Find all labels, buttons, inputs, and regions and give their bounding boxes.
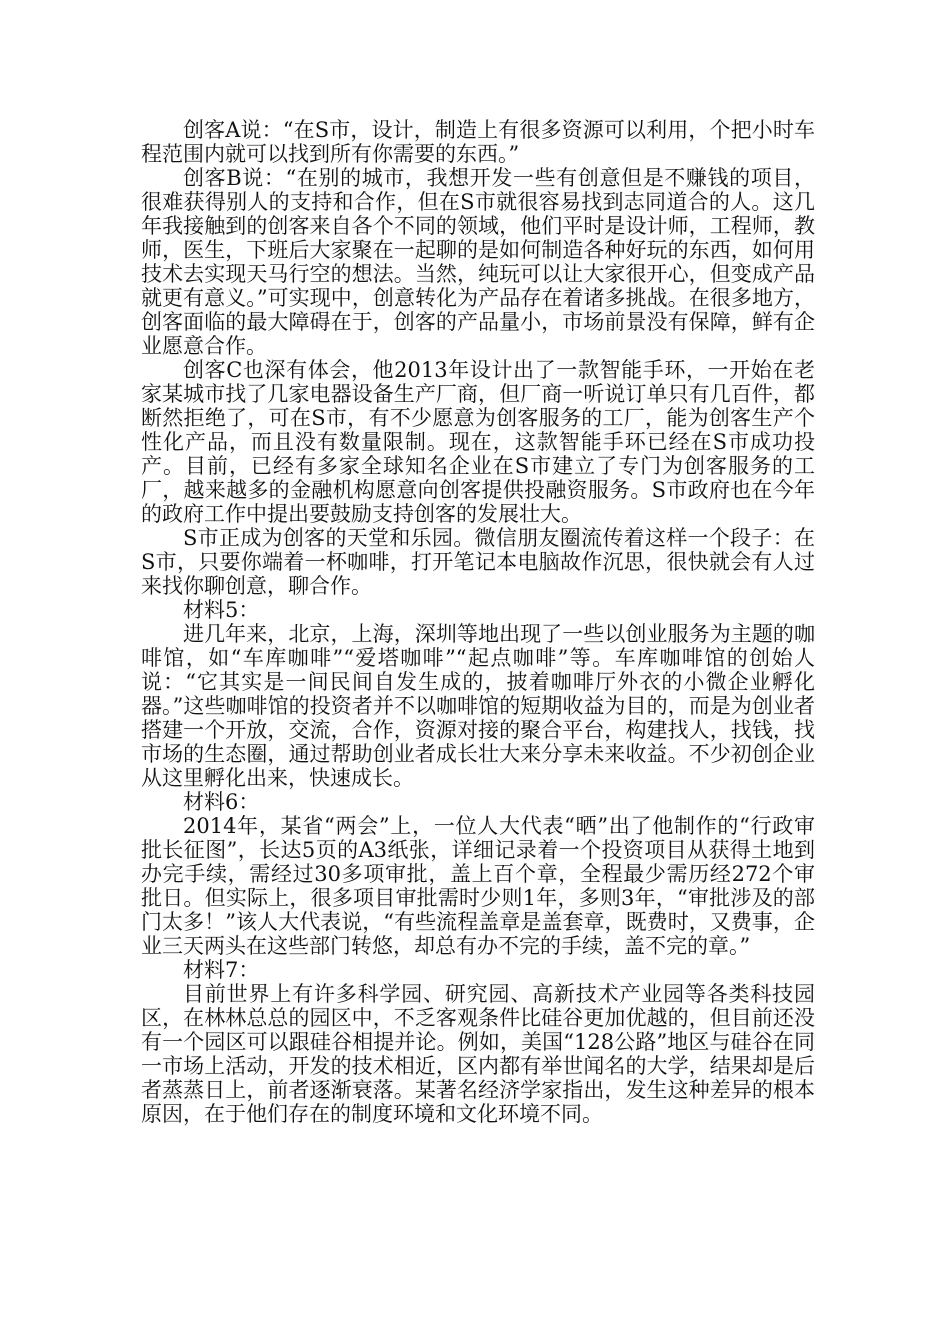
material-6-heading: 材料6：	[183, 790, 260, 814]
material-5-heading: 材料5：	[183, 598, 260, 622]
material-7-heading: 材料7：	[183, 958, 260, 982]
paragraph-maker-c: 创客C也深有体会，他2013年设计出了一款智能手环，一开始在老家某城市找了几家电器设备生产厂商，但厂商一听说订单只有几百件，都断然拒绝了，可在S市，有不少愿意为创客服务的工厂，能为创客生产个性化产品，而且没有数量限制。现在，这款智能手环已经在S市成功投产。目前，已经有多家全球知名企业在S市建立了专门为创客服务的工厂，越来越多的金融机构愿意向创客提供投融资服务。S市政府也在今年的政府工作中提出要鼓励支持创客的发展壮大。	[141, 358, 815, 526]
paragraph-maker-a: 创客A说：“在S市，设计，制造上有很多资源可以利用，个把小时车程范围内就可以找到所有你需要的东西。”	[141, 118, 815, 166]
paragraph-material-5: 进几年来，北京，上海，深圳等地出现了一些以创业服务为主题的咖啡馆，如“车库咖啡”“爱塔咖啡”“起点咖啡”等。车库咖啡馆的创始人说：“它其实是一间民间自发生成的，披着咖啡厅外衣的小微企业孵化器。”这些咖啡馆的投资者并不以咖啡馆的短期收益为目的，而是为创业者搭建一个开放，交流，合作，资源对接的聚合平台，构建找人，找钱，找市场的生态圈，通过帮助创业者成长壮大来分享未来收益。不少初创企业从这里孵化出来，快速成长。	[141, 622, 815, 790]
paragraph-s-city: S市正成为创客的天堂和乐园。微信朋友圈流传着这样一个段子：在S市，只要你端着一杯咖啡，打开笔记本电脑故作沉思，很快就会有人过来找你聊创意，聊合作。	[141, 526, 815, 598]
paragraph-material-6: 2014年，某省“两会”上，一位人大代表“晒”出了他制作的“行政审批长征图”，长达5页的A3纸张，详细记录着一个投资项目从获得土地到办完手续，需经过30多项审批，盖上百个章，全程最少需历经272个审批日。但实际上，很多项目审批需时少则1年，多则3年，“审批涉及的部门太多！”该人大代表说，“有些流程盖章是盖套章，既费时，又费事，企业三天两头在这些部门转悠，却总有办不完的手续，盖不完的章。”	[141, 814, 815, 958]
paragraph-maker-b: 创客B说：“在别的城市，我想开发一些有创意但是不赚钱的项目，很难获得别人的支持和合作，但在S市就很容易找到志同道合的人。这几年我接触到的创客来自各个不同的领域，他们平时是设计师，工程师，教师，医生，下班后大家聚在一起聊的是如何制造各种好玩的东西，如何用技术去实现天马行空的想法。当然，纯玩可以让大家很开心，但变成产品就更有意义。”可实现中，创意转化为产品存在着诸多挑战。在很多地方，创客面临的最大障碍在于，创客的产品量小，市场前景没有保障，鲜有企业愿意合作。	[141, 166, 815, 358]
document-body	[141, 118, 815, 1126]
paragraph-material-7: 目前世界上有许多科学园、研究园、高新技术产业园等各类科技园区，在林林总总的园区中，不乏客观条件比硅谷更加优越的，但目前还没有一个园区可以跟硅谷相提并论。例如，美国“128公路”地区与硅谷在同一市场上活动，开发的技术相近，区内都有举世闻名的大学，结果却是后者蒸蒸日上，前者逐渐衰落。某著名经济学家指出，发生这种差异的根本原因，在于他们存在的制度环境和文化环境不同。	[141, 982, 815, 1126]
